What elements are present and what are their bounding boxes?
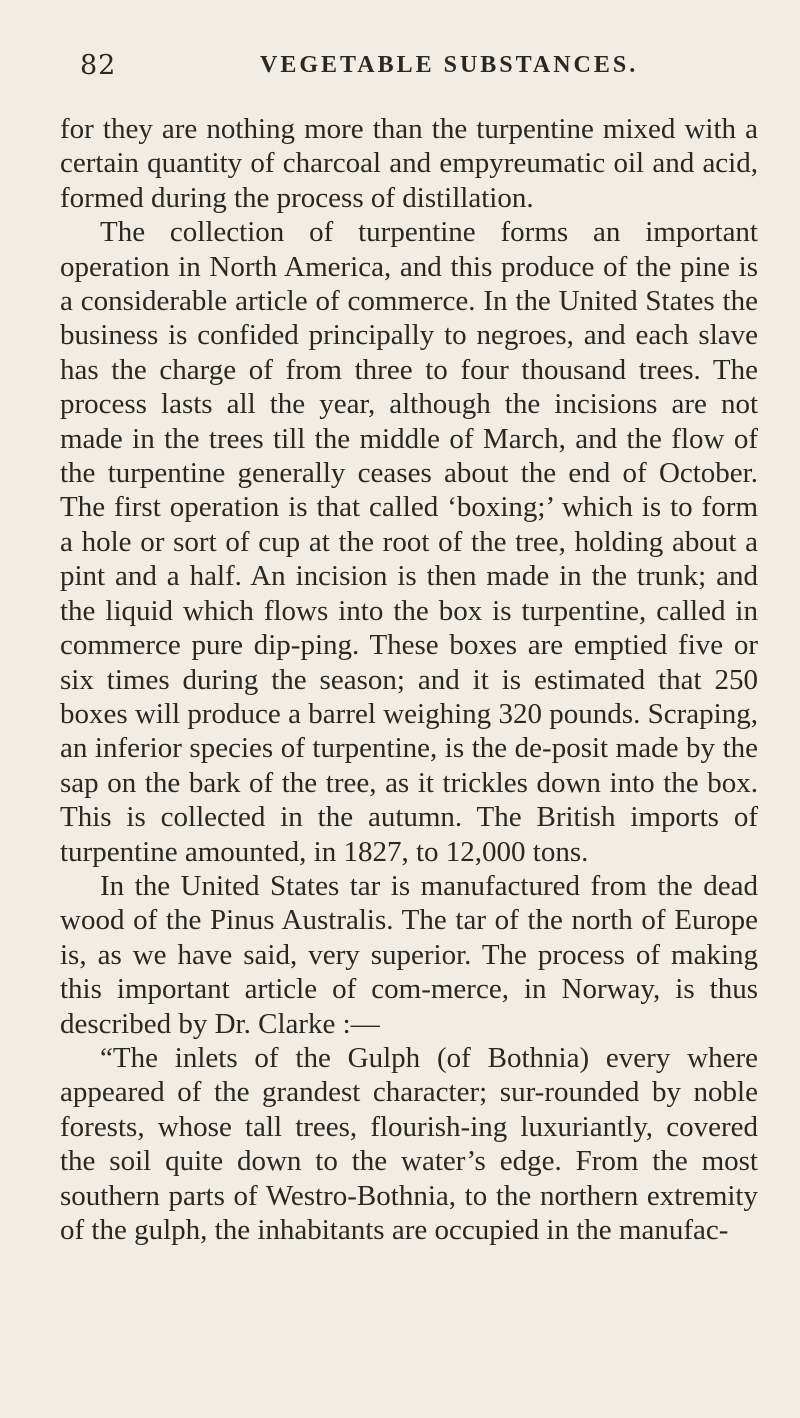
paragraph-4: “The inlets of the Gulph (of Bothnia) every where appeared of the grandest character; sur-rounded by noble forests, whose tall trees, flourish-ing luxuriantly, covered the soil quite down to the water’s edge. From the most southern parts of Westro-Bothnia, to the northern extremity of the gulph, the inhabitants are occupied in the manufac- — [60, 1041, 758, 1246]
paragraph-3: In the United States tar is manufactured from the dead wood of the Pinus Australis. The tar of the north of Europe is, as we have said, very superior. The process of making this important article of com-merce, in Norway, is thus described by Dr. Clarke :— — [60, 869, 758, 1040]
paragraph-2: The collection of turpentine forms an important operation in North America, and this produce of the pine is a considerable article of commerce. In the United States the business is confided principally to negroes, and each slave has the charge of from three to four thousand trees. The process lasts all the year, although the incisions are not made in the trees till the middle of March, and the flow of the turpentine generally ceases about the end of October. The first operation is that called ‘boxing;’ which is to form a hole or sort of cup at the root of the tree, holding about a pint and a half. An incision is then made in the trunk; and the liquid which flows into the box is turpentine, called in commerce pure dip-ping. These boxes are emptied five or six times during the season; and it is estimated that 250 boxes will produce a barrel weighing 320 pounds. Scraping, an inferior species of turpentine, is the de-posit made by the sap on the bark of the tree, as it trickles down into the box. This is collected in the autumn. The British imports of turpentine amounted, in 1827, to 12,000 tons. — [60, 216, 758, 868]
page-header — [60, 38, 758, 82]
running-head: VEGETABLE SUBSTANCES. — [260, 52, 639, 78]
page-number: 82 — [80, 50, 117, 81]
paragraph-1: for they are nothing more than the turpentine mixed with a certain quantity of charcoal and empyreumatic oil and acid, formed during the process of distillation. — [60, 113, 758, 214]
body-text — [60, 112, 758, 1247]
